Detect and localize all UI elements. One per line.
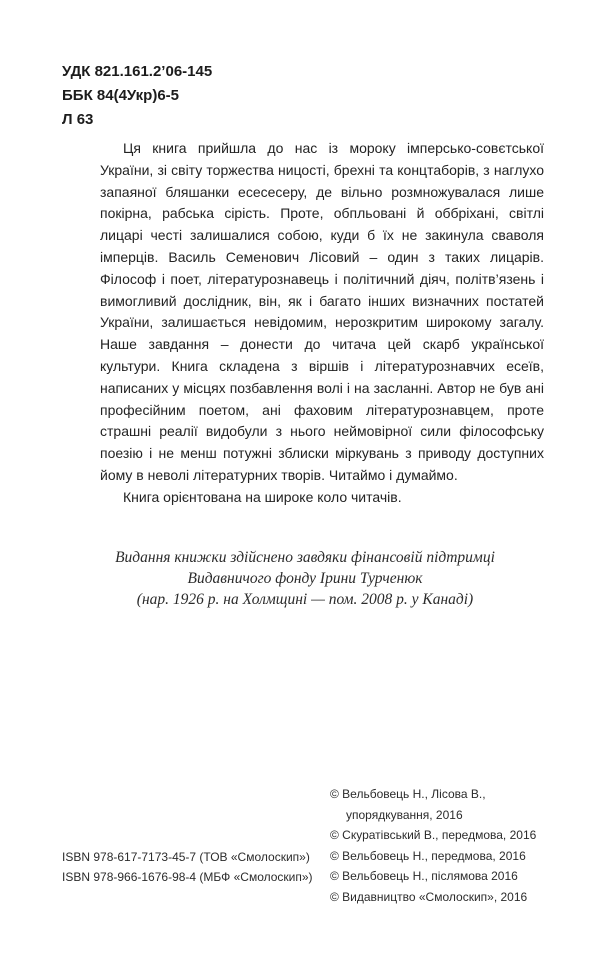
funding-note (60, 547, 550, 610)
annotation (100, 138, 544, 509)
copyright-line: © Вельбовець Н., передмова, 2016 (330, 848, 526, 863)
bbk-code: ББК 84(4Укр)6-5 (62, 87, 180, 104)
classification-codes (62, 60, 212, 132)
annotation-paragraph: Книга орієнтована на широке коло читачів. (123, 488, 402, 505)
copyright-line: © Вельбовець Н., післямова 2016 (330, 869, 518, 883)
copyright-line: © Видавництво «Смолоскип», 2016 (330, 889, 528, 904)
copyright-line: © Вельбовець Н., Лісова В., (330, 787, 486, 801)
isbn-line: ISBN 978-617-7173-45-7 (ТОВ «Смолоскип») (62, 850, 310, 864)
copyright-block (330, 784, 536, 907)
annotation-paragraph: Ця книга прийшла до нас із мороку імперсько-совєтської України, зі світу торжества ницості, брехні та концтаборів, з наглухо запаяної бляшанки есесесеру, де вільно розмножувалася лише покірна, рабська сірість. Проте, обпльовані й оббріхані, світлі лицарі честі залишалися собою, куди б їх не закинула сваволя імперців. Василь Семенович Лісовий – один з таких лицарів. Філософ і поет, літературознавець і політичний діяч, політв’язень і вимогливий дослідник, він, як і багато інших визначних постатей України, залишається невідомим, нерозкритим широкому загалу. Наше завдання – донести до читача цей скарб української культури. Книга складена з віршів і літературознавчих есеїв, написаних у місцях позбавлення волі і на засланні. Автор не був ані професійним поетом, ані фаховим літературознавцем, проте страшні реалії видобули з нього неймовірної сили філософську поезію і не менш потужні зблиски міркувань з приводу доступних йому в неволі літературних творів. Читаймо і думаймо. (100, 140, 544, 483)
isbn-line: ISBN 978-966-1676-98-4 (МБФ «Смолоскип») (62, 870, 313, 884)
funding-line: Видання книжки здійснено завдяки фінансовій підтримці (115, 549, 495, 566)
copyright-line: © Скуратівський В., передмова, 2016 (330, 828, 537, 842)
funding-line: (нар. 1926 р. на Холмщині — пом. 2008 р. у Канаді) (136, 591, 474, 608)
udk-code: УДК 821.161.2’06-145 (62, 63, 213, 80)
funding-line: Видавничого фонду Ірини Турченюк (187, 570, 423, 587)
isbn-block (62, 847, 313, 887)
author-mark: Л 63 (62, 111, 94, 128)
copyright-line-continuation: упорядкування, 2016 (346, 807, 463, 822)
